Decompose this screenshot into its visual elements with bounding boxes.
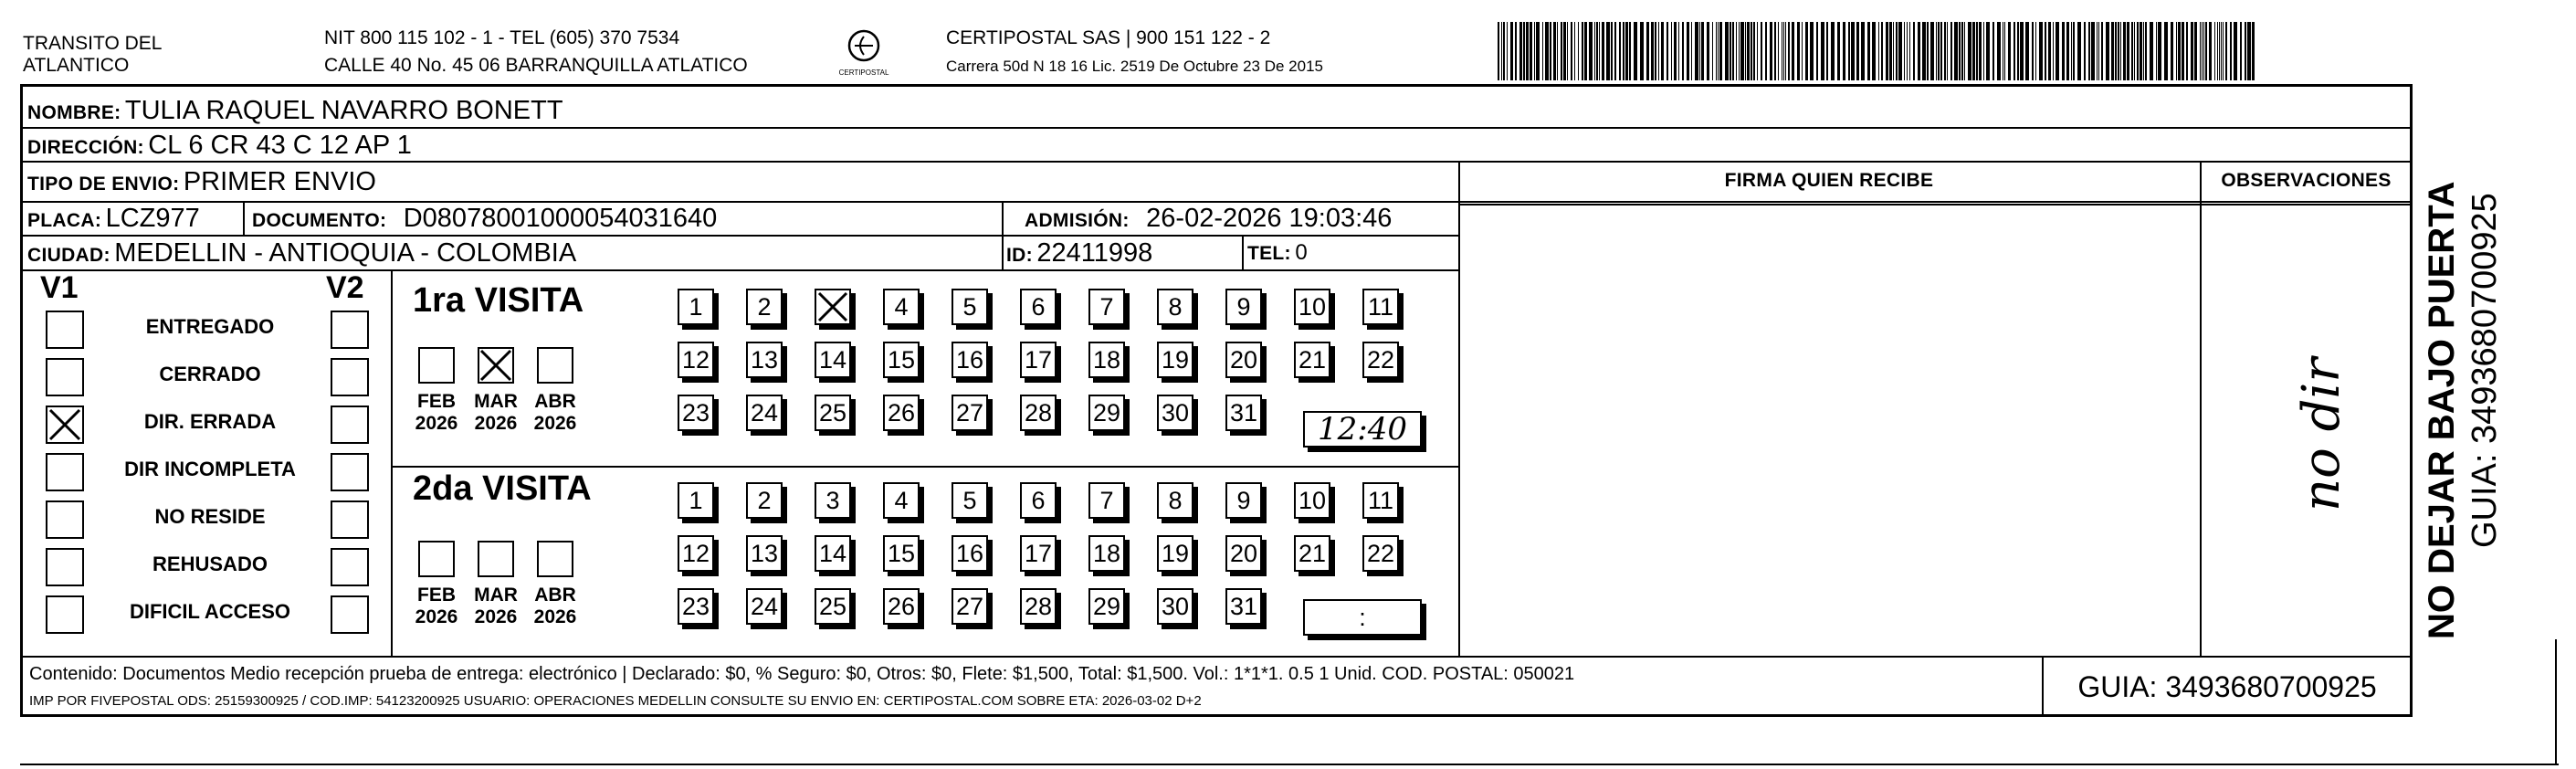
v1-checkbox-rehusado[interactable] [46,548,84,586]
visit2-day-7[interactable]: 7 [1088,482,1125,519]
visit2-day-28[interactable]: 28 [1020,588,1057,625]
visit1-day-17[interactable]: 17 [1020,342,1057,378]
document-value: D08078001000054031640 [403,204,718,233]
document-cell [252,203,717,238]
visit1-day-23[interactable]: 23 [678,395,714,431]
month-year: 2026 [474,606,518,627]
status-label-no-reside: NO RESIDE [154,505,266,528]
courier-info [946,27,1323,76]
visit2-title: 2da VISITA [413,469,592,508]
document-label: DOCUMENTO: [252,210,387,231]
visit1-day-22[interactable]: 22 [1362,342,1399,378]
visit2-month-label-feb [409,585,464,628]
v1-checkbox-dificil-acceso[interactable] [46,595,84,634]
v1-checkbox-no-reside[interactable] [46,500,84,539]
visit1-day-26[interactable]: 26 [883,395,920,431]
visit1-month-checkbox-feb[interactable] [418,347,455,384]
visit2-day-10[interactable]: 10 [1294,482,1330,519]
barcode [1498,22,2255,80]
tel-value: 0 [1295,240,1308,265]
v2-label: V2 [326,270,364,305]
visit2-month-checkbox-mar[interactable] [478,541,514,577]
visit1-month-label-mar [468,391,523,435]
v2-checkbox-cerrado[interactable] [331,358,369,396]
visit1-day-21[interactable]: 21 [1294,342,1330,378]
visit2-day-19[interactable]: 19 [1157,535,1193,572]
visit1-day-11[interactable]: 11 [1362,289,1399,325]
org-name [23,33,162,77]
city-cell [27,237,576,273]
name-label: NOMBRE: [27,102,121,123]
address-label: DIRECCIÓN: [27,137,144,158]
handwritten-text: no dir [2292,357,2351,511]
status-label-dir-errada: DIR. ERRADA [143,410,277,433]
month-name: MAR [474,391,518,412]
visit1-day-24[interactable]: 24 [746,395,783,431]
status-label-cerrado: CERRADO [159,363,261,385]
visit2-day-5[interactable]: 5 [952,482,988,519]
visit1-day-13[interactable]: 13 [746,342,783,378]
city-label: CIUDAD: [27,245,110,266]
plate-cell [27,203,200,238]
courier-license: Carrera 50d N 18 16 Lic. 2519 De Octubre 23 De 2015 [946,58,1323,75]
v2-checkbox-dir-errada[interactable] [331,406,369,444]
visit2-day-11[interactable]: 11 [1362,482,1399,519]
shipping-type-row [27,166,376,202]
visit2-day-15[interactable]: 15 [883,535,920,572]
visit1-day-19[interactable]: 19 [1157,342,1193,378]
admission-label: ADMISIÓN: [1025,210,1130,231]
status-label-dificil-acceso: DIFICIL ACCESO [129,600,290,623]
recipient-name-row [27,95,563,131]
visit1-day-28[interactable]: 28 [1020,395,1057,431]
visit1-day-6[interactable]: 6 [1020,289,1057,325]
visit2-day-17[interactable]: 17 [1020,535,1057,572]
month-name: MAR [474,585,518,606]
month-year: 2026 [474,413,518,434]
visit1-day-14[interactable]: 14 [815,342,851,378]
barcode-graphic [1498,22,2255,80]
id-cell [1006,237,1152,273]
visit2-day-20[interactable]: 20 [1225,535,1262,572]
visit2-day-13[interactable]: 13 [746,535,783,572]
observations-header: OBSERVACIONES [2221,170,2392,191]
visit1-day-20[interactable]: 20 [1225,342,1262,378]
recipient-name: TULIA RAQUEL NAVARRO BONETT [124,96,563,125]
visit1-day-12[interactable]: 12 [678,342,714,378]
admission-value: 26-02-2026 19:03:46 [1146,204,1393,233]
signature-header: FIRMA QUIEN RECIBE [1724,170,1934,191]
visit2-day-12[interactable]: 12 [678,535,714,572]
certipostal-logo [831,26,897,80]
visit2-day-22[interactable]: 22 [1362,535,1399,572]
visit1-time-box[interactable] [1303,411,1422,448]
recipient-address: CL 6 CR 43 C 12 AP 1 [148,131,412,160]
visit2-month-label-mar [468,585,523,628]
visit1-month-label-feb [409,391,464,435]
visit2-month-checkbox-abr[interactable] [537,541,573,577]
v2-checkbox-dir-incompleta[interactable] [331,453,369,491]
visit2-day-9[interactable]: 9 [1225,482,1262,519]
visit2-day-29[interactable]: 29 [1088,588,1125,625]
month-name: ABR [534,585,576,606]
side-warning-text: NO DEJAR BAJO PUERTA [2422,181,2462,639]
visit2-day-16[interactable]: 16 [952,535,988,572]
visit1-day-8[interactable]: 8 [1157,289,1193,325]
shipping-type-label: TIPO DE ENVIO: [27,174,180,195]
visit1-day-4[interactable]: 4 [883,289,920,325]
visit2-day-26[interactable]: 26 [883,588,920,625]
visit2-day-30[interactable]: 30 [1157,588,1193,625]
plate-label: PLACA: [27,210,102,231]
org-name-line1: TRANSITO DEL [23,33,163,54]
visit2-day-6[interactable]: 6 [1020,482,1057,519]
month-name: FEB [417,391,456,412]
tel-cell [1247,237,1308,271]
visit1-day-29[interactable]: 29 [1088,395,1125,431]
visit2-day-24[interactable]: 24 [746,588,783,625]
visit1-month-label-abr [528,391,583,435]
visit2-day-4[interactable]: 4 [883,482,920,519]
visit2-day-18[interactable]: 18 [1088,535,1125,572]
visit1-day-3[interactable] [815,289,851,325]
org-name-line2: ATLANTICO [23,55,130,76]
v1-checkbox-entregado[interactable] [46,311,84,349]
id-label: ID: [1006,245,1033,266]
month-year: 2026 [415,413,458,434]
sender-address: CALLE 40 No. 45 06 BARRANQUILLA ATLATICO [324,55,748,76]
footer-guide-number: GUIA: 3493680700925 [2077,670,2377,703]
status-label-dir-incompleta: DIR INCOMPLETA [124,458,296,480]
v1-checkbox-dir-incompleta[interactable] [46,453,84,491]
sender-info [324,27,748,77]
tel-label: TEL: [1247,243,1291,264]
month-year: 2026 [533,413,577,434]
visit2-month-checkbox-feb[interactable] [418,541,455,577]
visit2-time-box[interactable] [1303,599,1422,636]
month-year: 2026 [415,606,458,627]
visit1-day-2[interactable]: 2 [746,289,783,325]
visit1-day-1[interactable]: 1 [678,289,714,325]
v1-label: V1 [40,270,79,305]
visit2-day-3[interactable]: 3 [815,482,851,519]
logo-icon [831,26,897,80]
visit1-day-9[interactable]: 9 [1225,289,1262,325]
v2-checkbox-no-reside[interactable] [331,500,369,539]
visit1-day-30[interactable]: 30 [1157,395,1193,431]
visit2-day-1[interactable]: 1 [678,482,714,519]
visit2-day-25[interactable]: 25 [815,588,851,625]
status-label-entregado: ENTREGADO [145,315,275,338]
visit1-day-25[interactable]: 25 [815,395,851,431]
logo-text: CERTIPOSTAL [838,68,889,77]
visit1-time-value: 12:40 [1318,411,1407,448]
month-year: 2026 [533,606,577,627]
shipping-type: PRIMER ENVIO [183,167,376,196]
visit1-day-18[interactable]: 18 [1088,342,1125,378]
visit1-title: 1ra VISITA [413,281,584,320]
recipient-address-row [27,130,412,165]
visit1-day-16[interactable]: 16 [952,342,988,378]
visit2-day-23[interactable]: 23 [678,588,714,625]
v2-checkbox-entregado[interactable] [331,311,369,349]
visit1-month-checkbox-mar[interactable] [478,347,514,384]
admission-cell [1025,203,1392,238]
courier-name: CERTIPOSTAL SAS | 900 151 122 - 2 [946,27,1271,48]
v2-checkbox-dificil-acceso[interactable] [331,595,369,634]
status-label-rehusado: REHUSADO [152,553,268,575]
visit2-time-value: : [1359,604,1366,631]
visit1-day-31[interactable]: 31 [1225,395,1262,431]
month-name: ABR [534,391,576,412]
visit2-day-2[interactable]: 2 [746,482,783,519]
visit1-day-15[interactable]: 15 [883,342,920,378]
visit1-day-27[interactable]: 27 [952,395,988,431]
plate-value: LCZ977 [105,204,200,233]
visit2-day-27[interactable]: 27 [952,588,988,625]
visit1-month-checkbox-abr[interactable] [537,347,573,384]
id-value: 22411998 [1036,238,1153,268]
month-name: FEB [417,585,456,606]
visit2-day-8[interactable]: 8 [1157,482,1193,519]
sender-nit: NIT 800 115 102 - 1 - TEL (605) 370 7534 [324,27,680,48]
visit2-day-21[interactable]: 21 [1294,535,1330,572]
footer-print-line: IMP POR FIVEPOSTAL ODS: 25159300925 / COD.IMP: 54123200925 USUARIO: OPERACIONES MEDELLIN CONSULTE SU ENVIO EN: CERTIPOSTAL.COM SOBRE ETA: 2026-03-02 D+2 [29,693,1202,709]
visit2-day-31[interactable]: 31 [1225,588,1262,625]
visit1-day-5[interactable]: 5 [952,289,988,325]
visit1-day-7[interactable]: 7 [1088,289,1125,325]
v1-checkbox-cerrado[interactable] [46,358,84,396]
footer-content-line: Contenido: Documentos Medio recepción prueba de entrega: electrónico | Declarado: $0, % Seguro: $0, Otros: $0, Flete: $1,500, Total: $1,500. Vol.: 1*1*1. 0.5 1 Unid. COD. POSTAL: 050021 [29,664,1575,684]
visit2-day-14[interactable]: 14 [815,535,851,572]
visit1-day-10[interactable]: 10 [1294,289,1330,325]
city-value: MEDELLIN - ANTIOQUIA - COLOMBIA [114,238,577,268]
visit2-month-label-abr [528,585,583,628]
side-guide-text: GUIA: 3493680700925 [2466,193,2504,548]
v2-checkbox-rehusado[interactable] [331,548,369,586]
v1-checkbox-dir-errada[interactable] [46,406,84,444]
